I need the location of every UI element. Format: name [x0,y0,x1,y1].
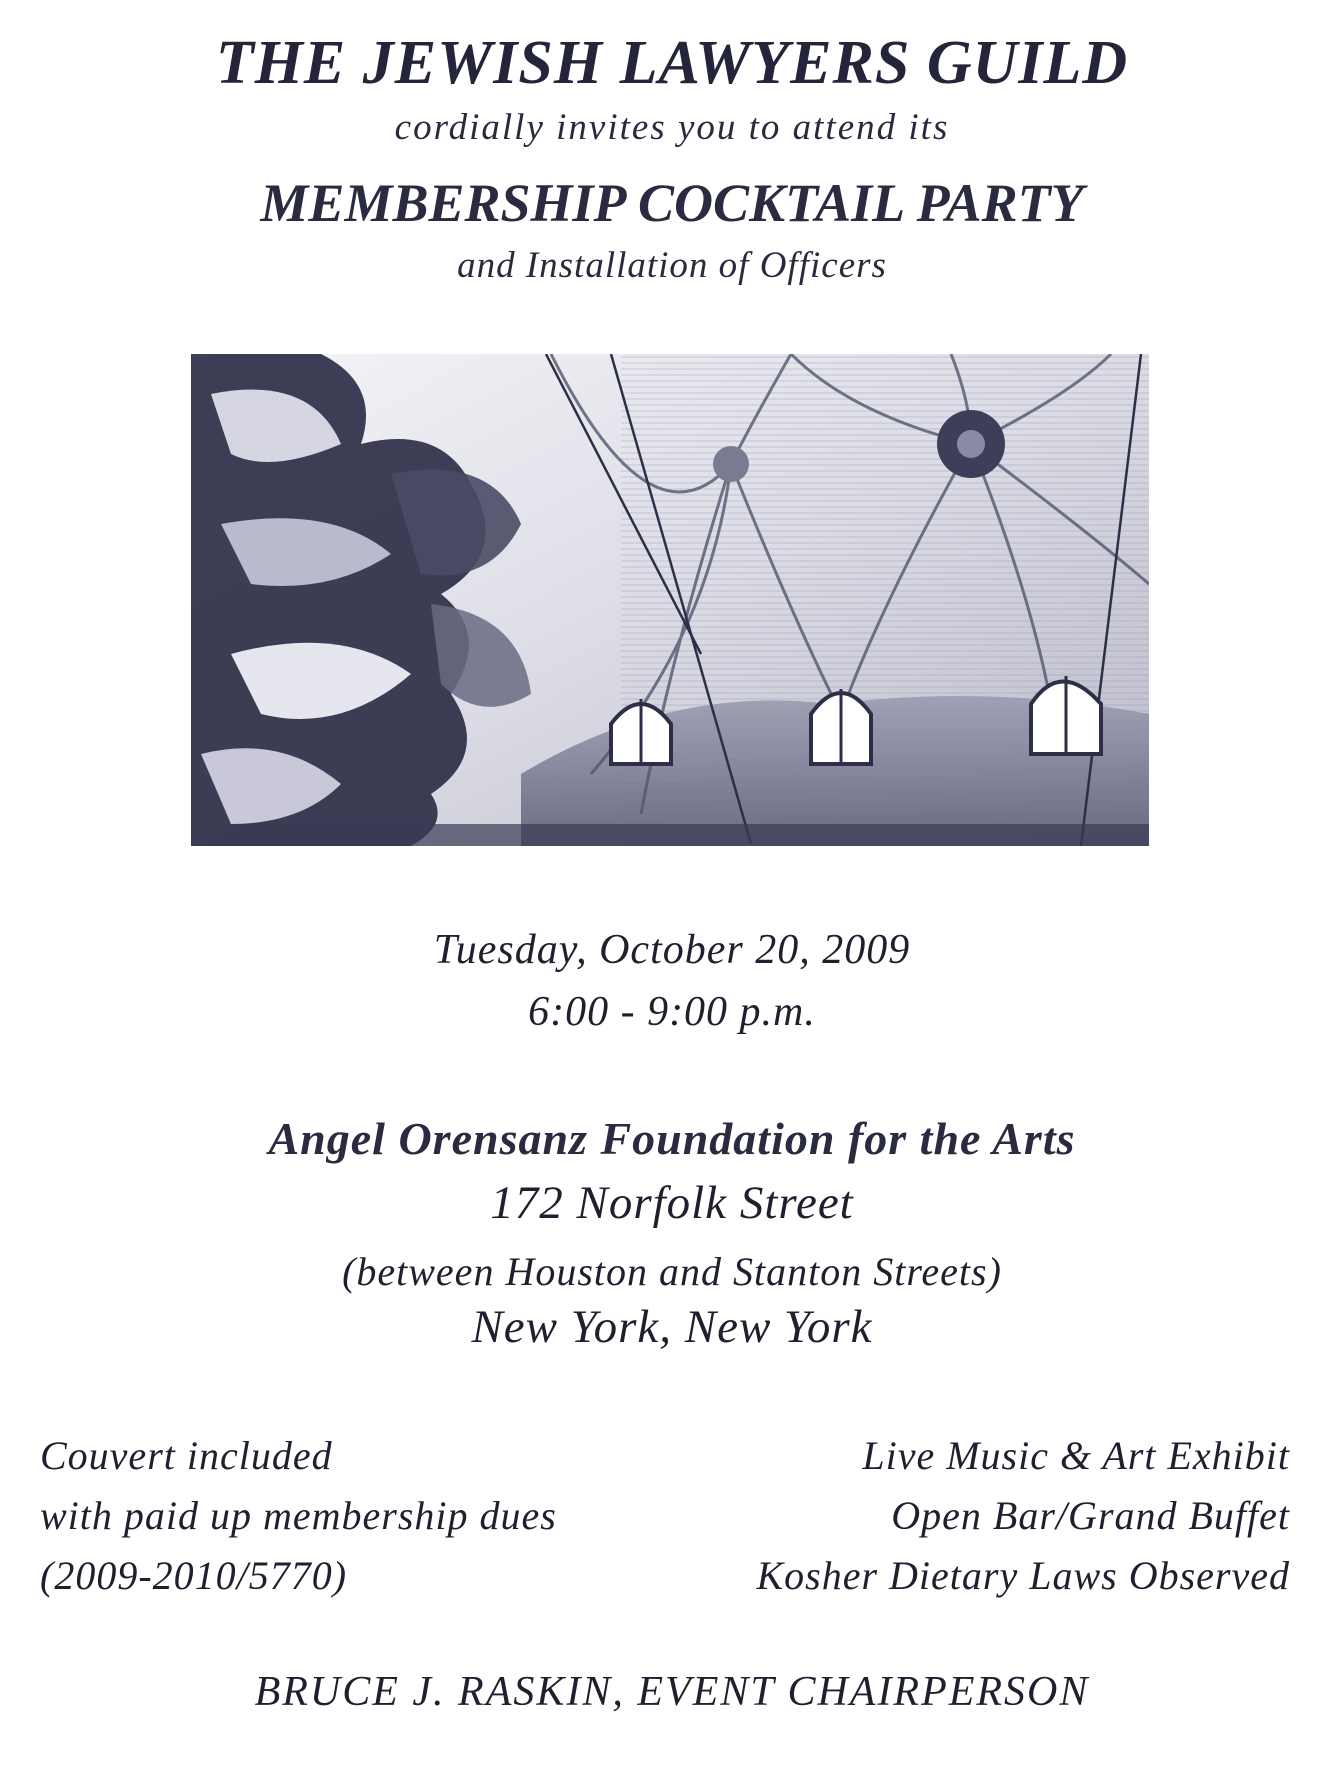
vaulted-ceiling-photo [191,354,1149,846]
venue-city: New York, New York [471,1301,873,1353]
event-subtitle: and Installation of Officers [457,245,887,286]
event-date: Tuesday, October 20, 2009 [433,927,911,973]
venue-street: 172 Norfolk Street [490,1177,854,1229]
amenity-line: Kosher Dietary Laws Observed [756,1553,1290,1598]
event-title: MEMBERSHIP COCKTAIL PARTY [260,173,1084,233]
amenity-line: Open Bar/Grand Buffet [891,1493,1290,1538]
admission-line: (2009-2010/5770) [40,1553,348,1598]
admission-line: with paid up membership dues [40,1493,557,1538]
event-time: 6:00 - 9:00 p.m. [528,989,816,1035]
organization-title: THE JEWISH LAWYERS GUILD [215,29,1129,97]
amenity-line: Live Music & Art Exhibit [862,1433,1290,1478]
amenities-details [756,1426,1290,1606]
invitation-line: cordially invites you to attend its [394,107,950,148]
admission-details [40,1426,557,1606]
venue-name: Angel Orensanz Foundation for the Arts [268,1113,1076,1164]
admission-line: Couvert included [40,1433,333,1478]
event-chairperson: BRUCE J. RASKIN, EVENT CHAIRPERSON [254,1669,1090,1715]
venue-cross-streets: (between Houston and Stanton Streets) [342,1249,1002,1294]
